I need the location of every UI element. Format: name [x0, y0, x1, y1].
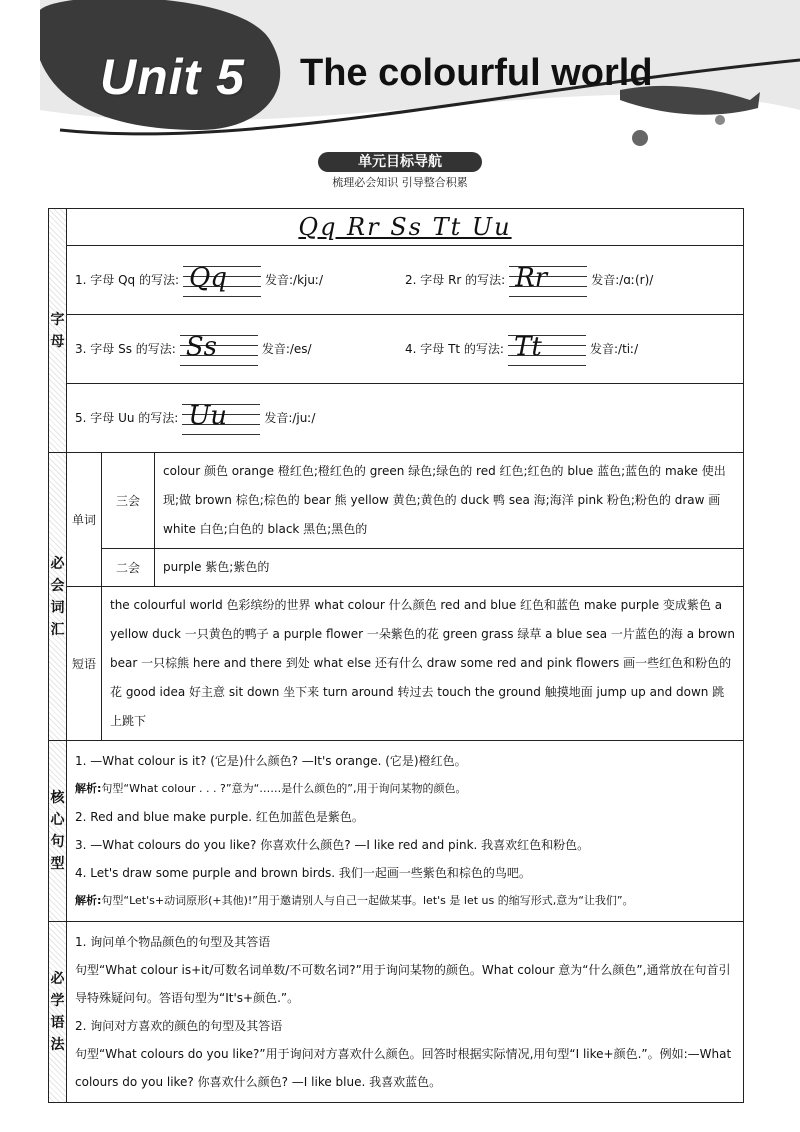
letters-row-2 [67, 315, 744, 384]
knowledge-table [48, 208, 744, 1103]
er-hui-label: 二会 [102, 549, 155, 587]
unit-title: The colourful world [300, 52, 653, 94]
letter-item-t: 4. 字母 Tt 的写法: Tt 发音:/tiː/ [405, 332, 735, 366]
grammar-text-2: 句型“What colours do you like?”用于询问对方喜欢什么颜色。回答时根据实际情况,用句型“I like+颜色.”。例如:—What colours do you like? 你喜欢什么颜色? —I like blue. 我喜欢蓝色。 [75, 1047, 732, 1089]
sentence-2: 2. Red and blue make purple. 红色加蓝色是紫色。 [75, 810, 364, 824]
er-hui-words: purple 紫色;紫色的 [155, 549, 744, 587]
grammar-heading-2: 2. 询问对方喜欢的颜色的句型及其答语 [75, 1019, 283, 1033]
letter-item-r: 2. 字母 Rr 的写法: Rr 发音:/ɑː(r)/ [405, 263, 735, 297]
vocab-section-label: 必 会 词 汇 [49, 453, 67, 741]
phrases-label: 短语 [67, 587, 102, 741]
writing-lines: Rr [509, 263, 587, 297]
unit-label: Unit 5 [100, 49, 245, 105]
cursive-heading: Qq Rr Ss Tt Uu [67, 209, 744, 246]
grammar-text-1: 句型“What colour is+it/可数名词单数/不可数名词?”用于询问某物的颜色。What colour 意为“什么颜色”,通常放在句首引导特殊疑问句。答语句型为“It's+颜色.”。 [75, 963, 731, 1005]
letter-item-u: 5. 字母 Uu 的写法: Uu 发音:/juː/ [75, 401, 405, 435]
sentence-3: 3. —What colours do you like? 你喜欢什么颜色? —I like red and pink. 我喜欢红色和粉色。 [75, 838, 590, 852]
san-hui-words: colour 颜色 orange 橙红色;橙红色的 green 绿色;绿色的 red 红色;红色的 blue 蓝色;蓝色的 make 使出现;做 brown 棕色;棕色的 bear 熊 yellow 黄色;黄色的 duck 鸭 sea 海;海洋 pink 粉色;粉色的 draw 画 white 白色;白色的 black 黑色;黑色的 [155, 453, 744, 549]
writing-lines: Ss [180, 332, 258, 366]
grammar-heading-1: 1. 询问单个物品颜色的句型及其答语 [75, 935, 271, 949]
sentences-content [67, 741, 744, 922]
analysis-1: 解析:句型“What colour . . . ?”意为“……是什么颜色的”,用于询问某物的颜色。 [75, 782, 467, 795]
letters-row-1 [67, 246, 744, 315]
sentence-1: 1. —What colour is it? (它是)什么颜色? —It's orange. (它是)橙红色。 [75, 754, 467, 768]
writing-lines: Tt [508, 332, 586, 366]
writing-lines: Uu [182, 401, 260, 435]
section-nav-title: 单元目标导航 [318, 152, 482, 172]
sentence-4: 4. Let's draw some purple and brown birds. 我们一起画一些紫色和棕色的鸟吧。 [75, 866, 531, 880]
letters-section-label: 字 母 [49, 209, 67, 453]
san-hui-label: 三会 [102, 453, 155, 549]
analysis-2: 解析:句型“Let's+动词原形(+其他)!”用于邀请别人与自己一起做某事。let's 是 let us 的缩写形式,意为“让我们”。 [75, 894, 634, 907]
sentences-section-label: 核 心 句 型 [49, 741, 67, 922]
letter-item-q: 1. 字母 Qq 的写法: Qq 发音:/kjuː/ [75, 263, 405, 297]
letters-row-3 [67, 384, 744, 453]
grammar-section-label: 必 学 语 法 [49, 922, 67, 1103]
writing-lines: Qq [183, 263, 261, 297]
words-label: 单词 [67, 453, 102, 587]
grammar-content [67, 922, 744, 1103]
letter-item-s: 3. 字母 Ss 的写法: Ss 发音:/es/ [75, 332, 405, 366]
section-nav-subtitle: 梳理必会知识 引导整合积累 [332, 176, 468, 189]
phrases-text: the colourful world 色彩缤纷的世界 what colour 什么颜色 red and blue 红色和蓝色 make purple 变成紫色 a yellow duck 一只黄色的鸭子 a purple flower 一朵紫色的花 green grass 绿草 a blue sea 一片蓝色的海 a brown bear 一只棕熊 here and there 到处 what else 还有什么 draw some red and pink flowers 画一些红色和粉色的花 good idea 好主意 sit down 坐下来 turn around 转过去 touch the ground 触摸地面 jump up and down 跳上跳下 [102, 587, 744, 741]
